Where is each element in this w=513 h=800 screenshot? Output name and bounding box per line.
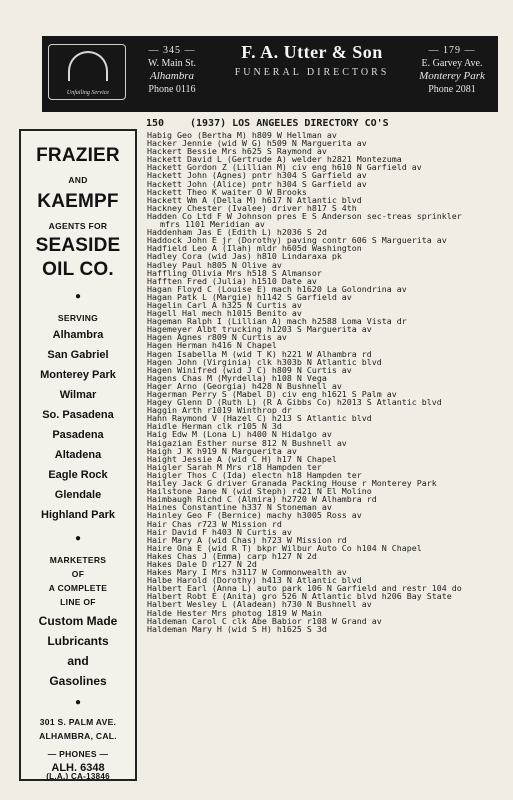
left-address-number: — 345 —	[148, 45, 196, 56]
listing-entry: Haigh J K h919 N Marguerita av	[147, 445, 297, 456]
listing-entry: Hagen Agnes r809 N Curtis av	[147, 332, 287, 343]
side-advertisement	[19, 129, 137, 781]
ad-product-line: Custom Made	[38, 614, 118, 628]
listing-entry: Hair David F h403 N Curtis av	[147, 526, 292, 537]
left-address-phone: Phone 0116	[148, 84, 196, 95]
ad-line-oil-co: OIL CO.	[42, 259, 114, 280]
listing-entry: Hahn Raymond V (Hazel C) h213 S Atlantic blvd	[147, 413, 372, 424]
listing-entry: Hagen Isabella M (wid T K) h221 W Alhambra rd	[147, 348, 372, 359]
listing-entry: Haldeman Mary H (wid S H) h1625 S 3d	[147, 623, 327, 634]
listing-entry: Halbert Robt E (Anita) gro 526 N Atlantic blvd h206 Bay State	[147, 591, 452, 602]
listing-entry: Haire Ona E (wid R T) bkpr Wilbur Auto Co h104 N Chapel	[147, 542, 422, 553]
listing-entry: Halbert Earl (Anna L) auto park 106 N Garfield and restr 104 do	[147, 583, 462, 594]
listing-entry: Hailey Jack G driver Granada Packing House r Monterey Park	[147, 478, 437, 489]
listing-entry: Hainley Geo F (Bernice) machy h3005 Ross av	[147, 510, 362, 521]
right-address-street: E. Garvey Ave.	[421, 58, 483, 69]
ad-city: Wilmar	[59, 389, 97, 401]
ad-marketers-line: MARKETERS	[49, 555, 107, 565]
listing-entry: Hafften Fred (Julia) h1510 Date av	[147, 275, 317, 286]
listing-entry: Hackett Wm A (Della M) h617 N Atlantic blvd	[147, 194, 362, 205]
left-address-city: Alhambra	[150, 70, 194, 82]
listing-entry: Haffling Olivia Mrs h518 S Almansor	[147, 267, 322, 278]
ad-serving-label: SERVING	[57, 313, 99, 323]
listing-entry: Hackett John (Agnes) pntr h304 S Garfield av	[147, 170, 367, 181]
ad-marketers-line: A COMPLETE	[48, 583, 108, 593]
ad-city: So. Pasadena	[42, 409, 114, 421]
listing-entry: Hagey Glenn D (Ruth L) (R A Gibbs Co) h2013 S Atlantic blvd	[147, 397, 442, 408]
ad-line-seaside: SEASIDE	[35, 235, 121, 256]
firm-subtitle: FUNERAL DIRECTORS	[234, 67, 390, 78]
ad-city: Eagle Rock	[48, 469, 108, 481]
ad-city: Alhambra	[52, 329, 104, 341]
listing-entry: Hadley Paul h805 N Olive av	[147, 259, 282, 270]
ad-city: Highland Park	[41, 509, 115, 521]
listing-entry: Hagen Herman h416 N Chapel	[147, 340, 277, 351]
right-address-block	[410, 44, 494, 96]
ad-phone: ALH. 6348	[51, 762, 105, 774]
ad-line-kaempf: KAEMPF	[37, 191, 119, 212]
listing-entry: Haig Edw M (Lona L) h400 N Hidalgo av	[147, 429, 332, 440]
ad-phones-label: — PHONES —	[47, 749, 109, 759]
listing-entry: Haddenham Jas E (Edith L) h2036 S 2d	[147, 227, 327, 238]
listing-entry: Hakes Chas J (Emma) carp h127 N 2d	[147, 550, 317, 561]
listing-entry: Halbe Harold (Dorothy) h413 N Atlantic blvd	[147, 575, 362, 586]
emblem-logo	[48, 44, 126, 100]
left-address-street: W. Main St.	[148, 58, 196, 69]
ad-city: Glendale	[54, 489, 102, 501]
listing-entry: Hagemeyer Albt trucking h1203 S Marguerita av	[147, 324, 372, 335]
page-number: 150	[146, 118, 165, 129]
firm-name: F. A. Utter & Son	[241, 42, 383, 62]
ad-product-line: Lubricants	[47, 634, 109, 648]
listing-entry: Hackney Chester (Ivalee) driver h817 S 4th	[147, 202, 357, 213]
ad-city: Pasadena	[52, 429, 104, 441]
listing-entry: Hair Mary A (wid Chas) h723 W Mission rd	[147, 534, 347, 545]
listing-entry: Hagan Floyd C (Louise E) mach h1620 La Golondrina av	[147, 283, 407, 294]
ad-marketers-line: OF	[71, 569, 85, 579]
listing-entry: Hakes Dale D r127 N 2d	[147, 558, 257, 569]
ad-line-agents-for: AGENTS FOR	[48, 221, 108, 231]
right-address-phone: Phone 2081	[428, 84, 476, 95]
listing-entry: Halbert Wesley L (Aladean) h730 N Bushnell av	[147, 599, 372, 610]
listing-entry: Hagan Patk L (Margie) h1142 S Garfield av	[147, 291, 352, 302]
listing-entry: Hager Arno (Georgia) h428 N Bushnell av	[147, 380, 342, 391]
listing-entry: Hailstone Jane N (wid Steph) r421 N El Molino	[147, 486, 372, 497]
listing-entry: Hackett John (Alice) pntr h304 S Garfield av	[147, 178, 367, 189]
listing-entry: Haimbaugh Richd C (Almira) h2720 W Alhambra rd	[147, 494, 377, 505]
bullet-icon: ●	[74, 291, 82, 302]
firm-title-block	[218, 42, 406, 78]
running-head: (1937) LOS ANGELES DIRECTORY CO'S	[190, 118, 389, 129]
ad-city: Altadena	[54, 449, 102, 461]
listing-entry: Hackett Gordon Z (Lillian M) civ eng h610 N Garfield av	[147, 162, 422, 173]
listing-entry: Hair Chas r723 W Mission rd	[147, 518, 282, 529]
ad-line-and: AND	[68, 175, 88, 185]
ad-address-line: ALHAMBRA, CAL.	[39, 731, 117, 741]
listing-entry: Hadley Cora (wid Jas) h810 Lindaraxa pk	[147, 251, 342, 262]
emblem-motto: Unfailing Service	[66, 90, 110, 96]
listing-entry: Haight Jessie A (wid C H) h17 N Chapel	[147, 453, 337, 464]
listing-entry: Hadfield Leo A (Ilah) mldr h605d Washington	[147, 243, 362, 254]
listing-entry: Hagen Winifred (wid J C) h809 N Curtis av	[147, 364, 352, 375]
listing-entry: Hacker Jennie (wid W G) h509 N Marguerita av	[147, 138, 367, 149]
directory-listings	[147, 131, 507, 633]
left-address-block	[130, 44, 214, 96]
listing-entry: Hackert Bessie Mrs h625 S Raymond av	[147, 146, 327, 157]
listing-entry: Habig Geo (Bertha M) h809 W Hellman av	[147, 130, 337, 140]
ad-product-line: Gasolines	[49, 674, 107, 688]
ad-marketers-line: LINE OF	[60, 597, 96, 607]
listing-entry: Hadden Co Ltd F W Johnson pres E S Anderson sec-treas sprinkler	[147, 210, 462, 221]
listing-entry: Haines Constantine h337 N Stoneman av	[147, 502, 332, 513]
listing-entry: Hageman Ralph I (Lillian A) mach h2588 Loma Vista dr	[147, 316, 407, 327]
ad-city: San Gabriel	[47, 349, 109, 361]
bullet-icon: ●	[74, 697, 82, 708]
listing-entry: Haigler Thos C (Ida) electn h18 Hampden ter	[147, 469, 362, 480]
listing-entry: Halde Hester Mrs photog 1819 W Main	[147, 607, 322, 618]
right-address-city: Monterey Park	[419, 70, 485, 82]
listing-entry: Hagell Hal mech h1015 Benito av	[147, 308, 302, 319]
listing-entry: Hagelin Carl A h325 N Curtis av	[147, 299, 302, 310]
listing-entry: Haddock John E jr (Dorothy) paving contr 606 S Marguerita av	[147, 235, 447, 246]
bullet-icon: ●	[74, 533, 82, 544]
funeral-directors-banner	[42, 36, 498, 112]
ad-line-frazier: FRAZIER	[36, 145, 120, 166]
listing-entry: Hagerman Perry S (Mabel D) civ eng h1621 S Palm av	[147, 389, 397, 399]
listing-entry-continuation: mfrs 1101 Meridian av	[160, 219, 265, 230]
listing-entry: Hagen John (Virginia) clk h303b N Atlantic blvd	[147, 356, 382, 367]
listing-entry: Haldeman Carol C clk Abe Babior r108 W Grand av	[147, 615, 382, 626]
ad-address-line: 301 S. PALM AVE.	[39, 717, 117, 727]
listing-entry: Hackett Theo K waiter O W Brooks	[147, 186, 307, 197]
listing-entry: Hagens Chas M (Myrdella) h108 N Vega	[147, 372, 327, 383]
ad-phone: (L.A.) CA-13846	[46, 772, 110, 781]
listing-entry: Haidle Herman clk r105 N 3d	[147, 421, 282, 432]
right-address-number: — 179 —	[428, 45, 476, 56]
listing-entry: Haigazian Esther nurse 812 N Bushnell av	[147, 437, 347, 448]
listing-entry: Haigler Sarah M Mrs r18 Hampden ter	[147, 461, 322, 472]
arch-emblem-icon	[68, 51, 108, 81]
ad-product-line: and	[67, 654, 89, 668]
ad-city: Monterey Park	[40, 369, 116, 381]
listing-entry: Hakes Mary I Mrs h3117 W Commonwealth av	[147, 567, 347, 578]
listing-entry: Haggin Arth r1019 Winthrop dr	[147, 405, 292, 416]
listing-entry: Hackett David L (Gertrude A) welder h2821 Montezuma	[147, 154, 402, 165]
